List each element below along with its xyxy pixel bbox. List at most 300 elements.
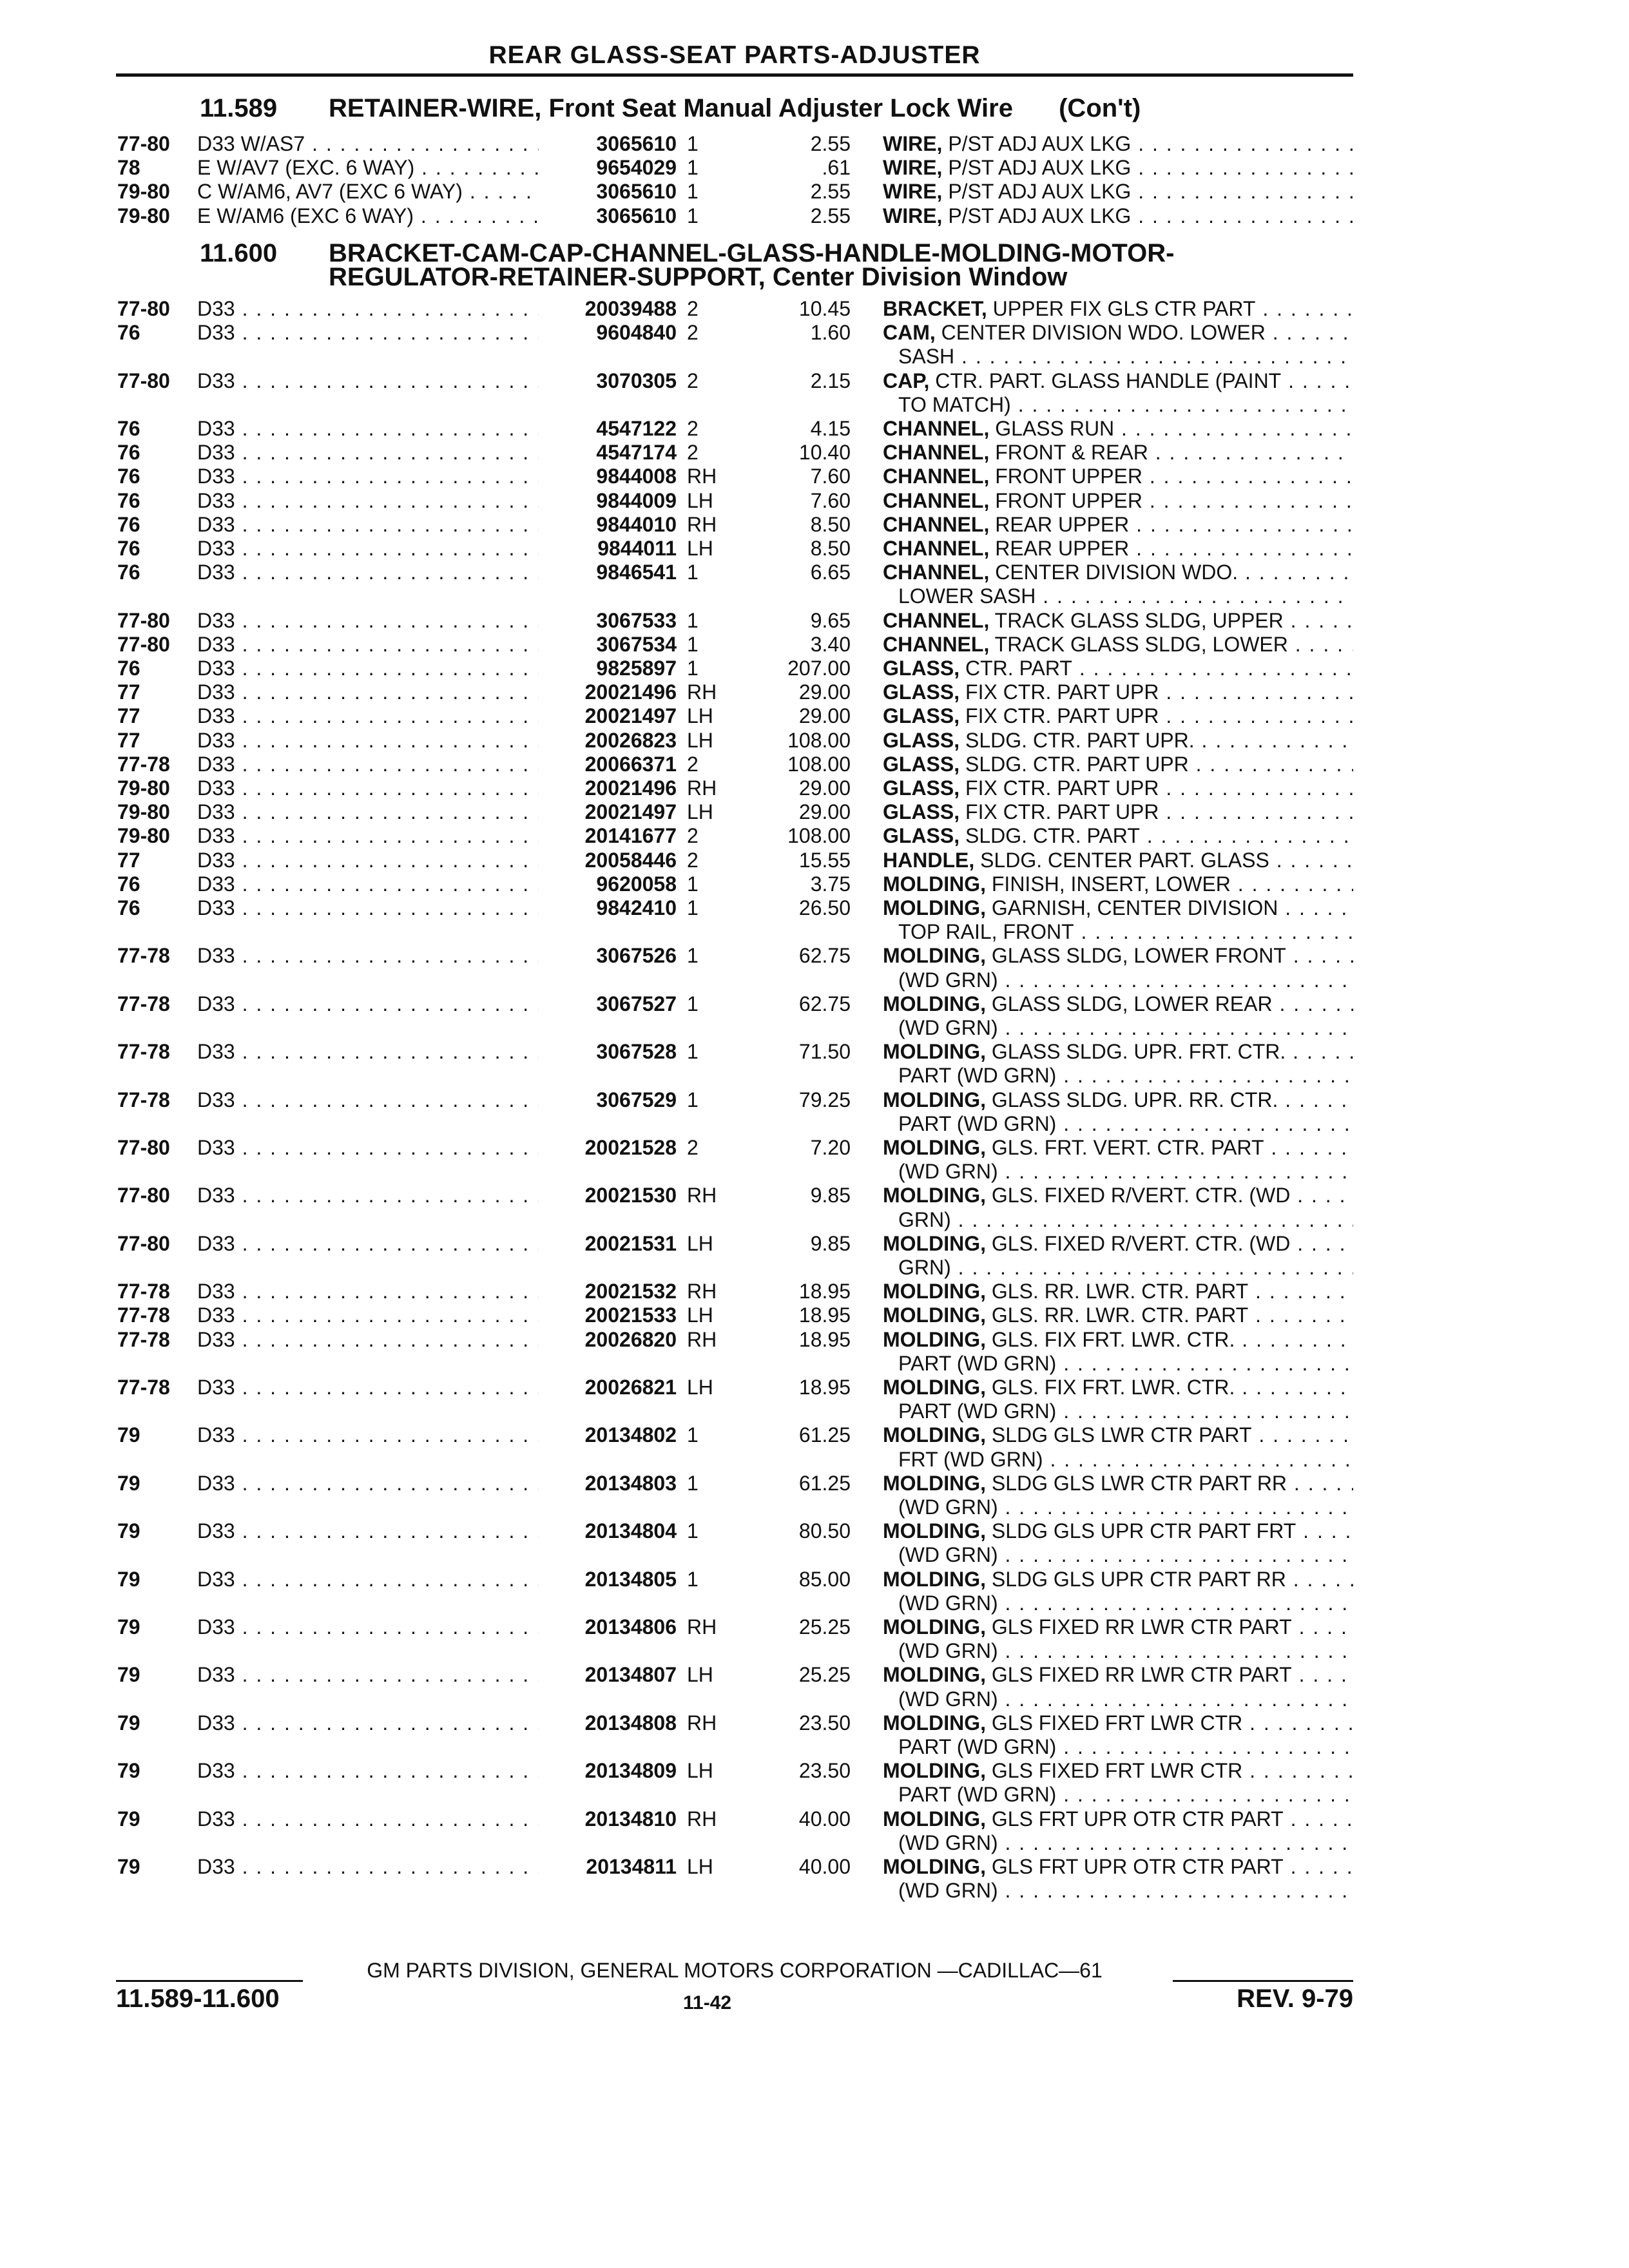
usage-code: D33 . . .: [197, 1088, 539, 1111]
quantity: LH: [687, 1376, 713, 1399]
part-description-continued: PART (WD GRN) . . .: [898, 1112, 1353, 1135]
quantity: LH: [687, 1303, 713, 1327]
list-price: 29.00: [798, 800, 851, 824]
parts-row: [0, 800, 1629, 823]
parts-row: [0, 1855, 1629, 1878]
quantity: RH: [687, 1807, 717, 1831]
list-price: 18.95: [798, 1280, 851, 1303]
part-description-continued: PART (WD GRN) . . .: [898, 1399, 1353, 1423]
part-name: GLASS,: [883, 657, 960, 680]
list-price: 9.85: [810, 1231, 851, 1255]
part-name: MOLDING,: [883, 1303, 986, 1327]
quantity: LH: [687, 537, 713, 560]
usage-code: E W/AM6 (EXC 6 WAY) . . .: [197, 204, 539, 227]
model-years: 79: [117, 1471, 140, 1495]
list-price: 1.60: [810, 321, 851, 345]
part-description: [883, 156, 1353, 179]
quantity: 1: [687, 608, 699, 632]
quantity: RH: [687, 776, 717, 800]
section-number: 11.589: [200, 94, 278, 122]
list-price: 2.55: [810, 132, 851, 155]
part-number: 20021496: [584, 680, 677, 704]
part-description: [883, 180, 1353, 203]
part-description: [883, 1423, 1353, 1446]
quantity: RH: [687, 1711, 717, 1735]
part-name: MOLDING,: [883, 896, 986, 919]
quantity: 2: [687, 417, 699, 440]
part-description: [883, 609, 1353, 632]
model-years: 77: [117, 680, 140, 704]
part-description: [883, 992, 1353, 1015]
list-price: 80.50: [798, 1519, 851, 1543]
part-description-text: GLS FIXED FRT LWR CTR: [991, 1759, 1243, 1783]
usage-code: D33 . . .: [197, 513, 539, 536]
parts-row: [0, 609, 1629, 632]
part-number: 3067526: [596, 944, 677, 968]
parts-row: [0, 537, 1629, 560]
usage-code: D33 . . .: [197, 776, 539, 800]
quantity: LH: [687, 1759, 713, 1783]
part-description-text: REAR UPPER: [995, 512, 1130, 536]
part-name: MOLDING,: [883, 1855, 986, 1878]
part-description-text: FIX CTR. PART UPR: [965, 680, 1159, 704]
model-years: 77-78: [117, 944, 170, 968]
part-description-text: GLS FIXED RR LWR CTR PART: [991, 1663, 1292, 1687]
part-number: 20026821: [584, 1376, 677, 1399]
list-price: 29.00: [798, 776, 851, 800]
part-name: WIRE,: [883, 204, 943, 227]
part-number: 9620058: [596, 872, 677, 896]
model-years: 77-80: [117, 1231, 170, 1255]
list-price: 29.00: [798, 704, 851, 728]
part-description: [883, 872, 1353, 896]
part-description-text: FRONT UPPER: [995, 488, 1142, 512]
part-description-text: GLS. FRT. VERT. CTR. PART: [991, 1136, 1264, 1159]
list-price: 29.00: [798, 680, 851, 704]
part-description-text: GLASS SLDG, LOWER FRONT: [991, 944, 1286, 968]
part-description-continued: (WD GRN) . . .: [898, 1543, 1353, 1566]
usage-code: D33 . . .: [197, 1423, 539, 1446]
footer-rule-left: [116, 1980, 303, 1982]
part-description-continued: SASH . . .: [898, 345, 1353, 368]
model-years: 76: [117, 465, 140, 488]
parts-row: [0, 204, 1629, 227]
model-years: 76: [117, 417, 140, 440]
list-price: 8.50: [810, 537, 851, 560]
part-description-continued: (WD GRN) . . .: [898, 1687, 1353, 1711]
quantity: 2: [687, 1136, 699, 1159]
parts-row: [0, 1663, 1629, 1686]
part-name: CHANNEL,: [883, 465, 990, 488]
usage-code: D33 . . .: [197, 297, 539, 320]
list-price: 61.25: [798, 1471, 851, 1495]
part-description: [883, 1519, 1353, 1542]
footer-page-number: 11-42: [683, 1992, 732, 2013]
quantity: 2: [687, 369, 699, 392]
usage-code: D33 . . .: [197, 1328, 539, 1351]
part-name: CHANNEL,: [883, 512, 990, 536]
quantity: 2: [687, 752, 699, 776]
part-description: [883, 896, 1353, 919]
part-name: MOLDING,: [883, 1759, 986, 1783]
part-description-text: GLS FRT UPR OTR CTR PART: [991, 1807, 1284, 1831]
quantity: 1: [687, 632, 699, 656]
parts-row: [0, 704, 1629, 727]
list-price: 9.65: [810, 608, 851, 632]
parts-row: [0, 1328, 1629, 1351]
quantity: LH: [687, 704, 713, 728]
usage-code: D33 . . .: [197, 609, 539, 632]
quantity: 2: [687, 848, 699, 872]
part-name: MOLDING,: [883, 1663, 986, 1687]
parts-row: [0, 1184, 1629, 1207]
part-description-text: CENTER DIVISION WDO. LOWER: [941, 321, 1266, 345]
part-number: 20058446: [584, 848, 677, 872]
part-name: MOLDING,: [883, 1711, 986, 1735]
usage-code: D33 . . .: [197, 1184, 539, 1207]
part-description-text: P/ST ADJ AUX LKG: [948, 180, 1132, 204]
usage-code: D33 . . .: [197, 944, 539, 967]
part-number: 9844009: [596, 488, 677, 512]
model-years: 77: [117, 848, 140, 872]
part-description-continued: FRT (WD GRN) . . .: [898, 1448, 1353, 1471]
part-name: GLASS,: [883, 824, 960, 848]
part-description: [883, 1184, 1353, 1207]
usage-code: D33 . . .: [197, 872, 539, 896]
usage-code: D33 . . .: [197, 1376, 539, 1399]
part-description: [883, 369, 1353, 392]
part-number: 3067534: [596, 632, 677, 656]
list-price: 9.85: [810, 1184, 851, 1207]
part-description: [883, 1759, 1353, 1782]
part-number: 9844010: [596, 512, 677, 536]
part-name: MOLDING,: [883, 992, 986, 1015]
list-price: .61: [822, 156, 851, 180]
part-description-continued: (WD GRN) . . .: [898, 1495, 1353, 1519]
section-title-line2: REGULATOR-RETAINER-SUPPORT,: [329, 263, 766, 291]
usage-code: D33 . . .: [197, 1663, 539, 1686]
part-name: WIRE,: [883, 180, 943, 204]
part-description-text: FRONT & REAR: [995, 441, 1148, 465]
part-number: 9846541: [596, 561, 677, 584]
footer-rule-right: [1173, 1980, 1353, 1982]
list-price: 108.00: [787, 824, 851, 848]
part-name: MOLDING,: [883, 1519, 986, 1543]
part-name: MOLDING,: [883, 1471, 986, 1495]
part-description-text: GLASS SLDG. UPR. FRT. CTR.: [991, 1040, 1286, 1064]
quantity: 1: [687, 1471, 699, 1495]
usage-code: D33 . . .: [197, 992, 539, 1015]
model-years: 79-80: [117, 776, 170, 800]
part-name: CHANNEL,: [883, 561, 990, 584]
model-years: 76: [117, 657, 140, 680]
part-number: 20134810: [584, 1807, 677, 1831]
usage-code: C W/AM6, AV7 (EXC 6 WAY) . . .: [197, 180, 539, 203]
quantity: LH: [687, 1231, 713, 1255]
part-number: 20134806: [584, 1615, 677, 1639]
part-description-continued: (WD GRN) . . .: [898, 1591, 1353, 1615]
model-years: 77-78: [117, 1376, 170, 1399]
model-years: 77-78: [117, 752, 170, 776]
model-years: 77-80: [117, 608, 170, 632]
parts-row: [0, 513, 1629, 536]
parts-row: [0, 633, 1629, 656]
model-years: 79: [117, 1759, 140, 1783]
part-description-text: CTR. PART. GLASS HANDLE (PAINT: [935, 369, 1282, 392]
part-description: [883, 1711, 1353, 1735]
usage-code: D33 . . .: [197, 1303, 539, 1327]
part-description-text: REAR UPPER: [995, 537, 1130, 560]
part-description-text: CTR. PART: [965, 657, 1072, 680]
quantity: RH: [687, 680, 717, 704]
part-description: [883, 441, 1353, 464]
quantity: 1: [687, 1088, 699, 1111]
part-description-text: GLASS RUN: [995, 417, 1115, 440]
part-description: [883, 657, 1353, 680]
part-name: BRACKET,: [883, 297, 987, 320]
part-description: [883, 489, 1353, 512]
model-years: 79-80: [117, 800, 170, 824]
quantity: 1: [687, 657, 699, 680]
usage-code: D33 . . .: [197, 321, 539, 344]
model-years: 76: [117, 872, 140, 896]
quantity: 2: [687, 441, 699, 465]
quantity: 2: [687, 321, 699, 345]
list-price: 61.25: [798, 1423, 851, 1447]
quantity: LH: [687, 800, 713, 824]
part-description: [883, 1280, 1353, 1303]
part-description-continued: (WD GRN) . . .: [898, 1016, 1353, 1039]
list-price: 10.45: [798, 297, 851, 320]
part-description: [883, 753, 1353, 776]
parts-row: [0, 465, 1629, 488]
part-number: 9844008: [596, 465, 677, 488]
footer-group-range: 11.589-11.600: [116, 1984, 280, 2013]
parts-row: [0, 944, 1629, 967]
parts-row: [0, 441, 1629, 464]
usage-code: D33 . . .: [197, 633, 539, 656]
part-description: [883, 729, 1353, 752]
part-name: MOLDING,: [883, 1615, 986, 1639]
model-years: 77-78: [117, 1280, 170, 1303]
parts-row: [0, 132, 1629, 155]
part-description-text: GLS. RR. LWR. CTR. PART: [991, 1303, 1249, 1327]
part-description: [883, 297, 1353, 320]
parts-row: [0, 1807, 1629, 1831]
usage-code: D33 . . .: [197, 561, 539, 584]
part-number: 9825897: [596, 657, 677, 680]
model-years: 79: [117, 1855, 140, 1878]
section-title: RETAINER-WIRE,: [329, 94, 542, 122]
usage-code: D33 . . .: [197, 1040, 539, 1063]
part-number: 20134807: [584, 1663, 677, 1687]
footer-publisher: GM PARTS DIVISION, GENERAL MOTORS CORPORATION —CADILLAC—61: [367, 1959, 1103, 1982]
usage-code: D33 . . .: [197, 680, 539, 704]
quantity: RH: [687, 1615, 717, 1639]
list-price: 4.15: [810, 417, 851, 440]
part-name: CHANNEL,: [883, 488, 990, 512]
part-description: [883, 776, 1353, 800]
part-name: GLASS,: [883, 704, 960, 728]
model-years: 79-80: [117, 204, 170, 227]
section-number: 11.600: [200, 239, 278, 267]
part-number: 20021532: [584, 1280, 677, 1303]
part-name: GLASS,: [883, 728, 960, 752]
parts-row: [0, 729, 1629, 752]
part-description-text: GLS FIXED RR LWR CTR PART: [991, 1615, 1292, 1639]
part-description: [883, 1568, 1353, 1591]
model-years: 77-78: [117, 1327, 170, 1351]
part-description: [883, 800, 1353, 823]
part-description: [883, 1328, 1353, 1351]
part-number: 20141677: [584, 824, 677, 848]
parts-row: [0, 896, 1629, 919]
part-number: 3067533: [596, 608, 677, 632]
part-name: HANDLE,: [883, 848, 975, 872]
part-number: 20021530: [584, 1184, 677, 1207]
part-number: 3065610: [596, 132, 677, 155]
part-name: CHANNEL,: [883, 441, 990, 465]
parts-row: [0, 321, 1629, 344]
list-price: 23.50: [798, 1711, 851, 1735]
part-description: [883, 704, 1353, 727]
parts-row: [0, 1303, 1629, 1327]
parts-row: [0, 753, 1629, 776]
usage-code: D33 . . .: [197, 1711, 539, 1735]
part-number: 20021497: [584, 800, 677, 824]
part-number: 3070305: [596, 369, 677, 392]
model-years: 77-80: [117, 1136, 170, 1159]
part-number: 20134805: [584, 1567, 677, 1591]
list-price: 7.60: [810, 488, 851, 512]
quantity: LH: [687, 1663, 713, 1687]
quantity: 1: [687, 180, 699, 204]
parts-row: [0, 1711, 1629, 1735]
part-description-text: GLASS SLDG, LOWER REAR: [991, 992, 1273, 1015]
list-price: 10.40: [798, 441, 851, 465]
model-years: 76: [117, 512, 140, 536]
part-description: [883, 465, 1353, 488]
usage-code: D33 . . .: [197, 441, 539, 464]
usage-code: D33 . . .: [197, 800, 539, 823]
model-years: 79-80: [117, 180, 170, 204]
part-description: [883, 944, 1353, 967]
usage-code: D33 . . .: [197, 753, 539, 776]
model-years: 79: [117, 1567, 140, 1591]
part-description: [883, 513, 1353, 536]
part-description-text: SLDG GLS UPR CTR PART RR: [991, 1567, 1286, 1591]
part-name: CHANNEL,: [883, 537, 990, 560]
part-number: 20026820: [584, 1327, 677, 1351]
list-price: 71.50: [798, 1040, 851, 1064]
part-description-continued: (WD GRN) . . .: [898, 1160, 1353, 1183]
model-years: 77-80: [117, 369, 170, 392]
usage-code: D33 . . .: [197, 1568, 539, 1591]
parts-row: [0, 1376, 1629, 1399]
parts-row: [0, 1232, 1629, 1255]
list-price: 6.65: [810, 561, 851, 584]
part-name: CHANNEL,: [883, 417, 990, 440]
part-description-continued: (WD GRN) . . .: [898, 968, 1353, 992]
quantity: 1: [687, 204, 699, 227]
part-number: 4547174: [596, 441, 677, 465]
usage-code: D33 . . .: [197, 849, 539, 872]
part-number: 20134808: [584, 1711, 677, 1735]
part-description-text: GLS FRT UPR OTR CTR PART: [991, 1855, 1284, 1878]
part-name: MOLDING,: [883, 1088, 986, 1111]
part-name: CAM,: [883, 321, 936, 345]
part-description-text: SLDG GLS LWR CTR PART RR: [991, 1471, 1287, 1495]
part-number: 20134811: [586, 1855, 677, 1878]
parts-row: [0, 156, 1629, 179]
list-price: 7.60: [810, 465, 851, 488]
quantity: 1: [687, 872, 699, 896]
part-description-continued: PART (WD GRN) . . .: [898, 1735, 1353, 1758]
parts-row: [0, 369, 1629, 392]
part-number: 3067528: [596, 1040, 677, 1064]
list-price: 108.00: [787, 752, 851, 776]
list-price: 18.95: [798, 1327, 851, 1351]
part-description-text: GLS. FIX FRT. LWR. CTR.: [991, 1376, 1235, 1399]
quantity: 1: [687, 1040, 699, 1064]
quantity: RH: [687, 1280, 717, 1303]
part-number: 20134809: [584, 1759, 677, 1783]
quantity: 1: [687, 132, 699, 155]
part-name: GLASS,: [883, 680, 960, 704]
parts-row: [0, 872, 1629, 896]
model-years: 79-80: [117, 824, 170, 848]
parts-row: [0, 776, 1629, 800]
list-price: 40.00: [798, 1855, 851, 1878]
usage-code: D33 W/AS7 . . .: [197, 132, 539, 155]
list-price: 62.75: [798, 944, 851, 968]
part-description-text: UPPER FIX GLS CTR PART: [992, 297, 1256, 320]
part-name: WIRE,: [883, 132, 943, 155]
list-price: 23.50: [798, 1759, 851, 1783]
model-years: 77-78: [117, 1303, 170, 1327]
part-number: 20039488: [584, 297, 677, 320]
model-years: 77-78: [117, 1040, 170, 1064]
section-subtitle: Front Seat Manual Adjuster Lock Wire: [548, 94, 1013, 122]
model-years: 77-78: [117, 992, 170, 1015]
parts-row: [0, 1568, 1629, 1591]
part-number: 3065610: [596, 204, 677, 227]
part-description-continued: (WD GRN) . . .: [898, 1831, 1353, 1854]
model-years: 76: [117, 321, 140, 345]
part-name: GLASS,: [883, 776, 960, 800]
section-11600-heading-line2: [329, 263, 1067, 292]
header-rule: [116, 73, 1353, 77]
part-description: [883, 1807, 1353, 1831]
part-number: 20026823: [584, 728, 677, 752]
part-description-continued: (WD GRN) . . .: [898, 1639, 1353, 1662]
part-description-text: GLS. FIXED R/VERT. CTR. (WD: [991, 1231, 1291, 1255]
usage-code: D33 . . .: [197, 1615, 539, 1639]
model-years: 77-80: [117, 1184, 170, 1207]
part-number: 20021496: [584, 776, 677, 800]
part-name: MOLDING,: [883, 1231, 986, 1255]
model-years: 76: [117, 441, 140, 465]
list-price: 3.40: [810, 632, 851, 656]
part-description: [883, 633, 1353, 656]
part-description: [883, 1040, 1353, 1063]
list-price: 2.55: [810, 180, 851, 204]
part-description-continued: GRN) . . .: [898, 1208, 1353, 1231]
model-years: 77-80: [117, 297, 170, 320]
parts-row: [0, 992, 1629, 1015]
usage-code: D33 . . .: [197, 1759, 539, 1782]
list-price: 2.55: [810, 204, 851, 227]
